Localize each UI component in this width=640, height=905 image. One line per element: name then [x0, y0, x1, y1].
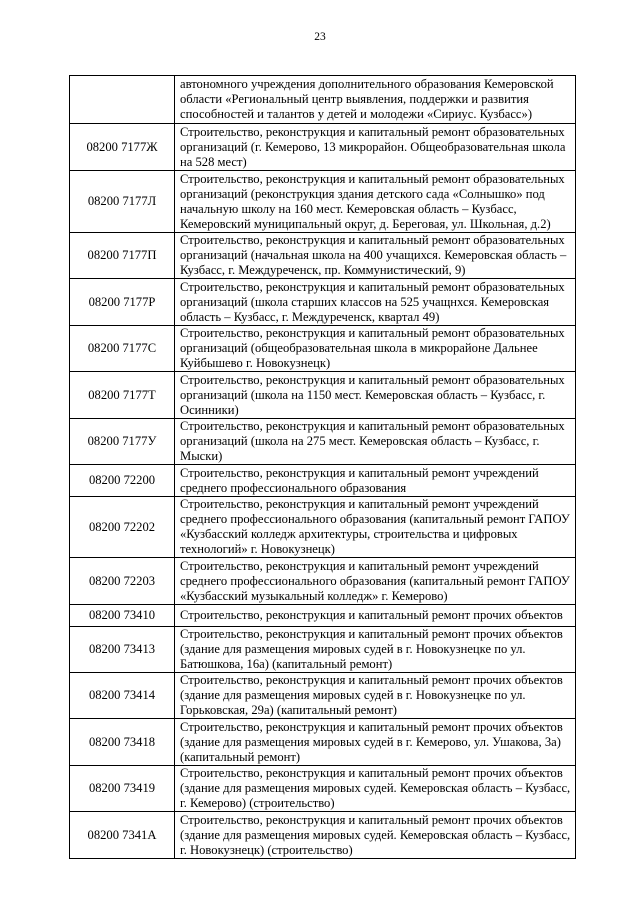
- code-cell: 08200 7177У: [70, 419, 175, 465]
- description-cell: автономного учреждения дополнительного образования Кемеровской области «Региональный центр выявления, поддержки и развития способностей и талантов у детей и молодежи «Сириус. Кузбасс»): [175, 76, 576, 124]
- code-cell: 08200 7341А: [70, 812, 175, 859]
- description-cell: Строительство, реконструкция и капитальный ремонт образовательных организаций (общеобразовательная школа в микрорайоне Дальнее Куйбышево г. Новокузнецк): [175, 326, 576, 372]
- table-row: [70, 419, 576, 465]
- description-cell: Строительство, реконструкция и капитальный ремонт образовательных организаций (реконструкция здания детского сада «Солнышко» под начальную школу на 160 мест. Кемеровская область – Кузбасс, Кемеровский муниципальный округ, д. Береговая, ул. Школьная, д.2): [175, 171, 576, 233]
- code-cell: 08200 7177П: [70, 233, 175, 279]
- code-cell: [70, 76, 175, 124]
- table-row: [70, 465, 576, 497]
- description-cell: Строительство, реконструкция и капитальный ремонт учреждений среднего профессионального образования (капитальный ремонт ГАПОУ «Кузбасский музыкальный колледж» г. Кемерово): [175, 558, 576, 605]
- table-row: [70, 605, 576, 627]
- description-cell: Строительство, реконструкция и капитальный ремонт учреждений среднего профессионального образования (капитальный ремонт ГАПОУ «Кузбасский колледж архитектуры, строительства и цифровых технологий» г. Новокузнецк): [175, 497, 576, 558]
- code-cell: 08200 7177Р: [70, 279, 175, 326]
- description-cell: Строительство, реконструкция и капитальный ремонт прочих объектов: [175, 605, 576, 627]
- table-row: [70, 326, 576, 372]
- description-cell: Строительство, реконструкция и капитальный ремонт прочих объектов (здание для размещения мировых судей в г. Кемерово, ул. Ушакова, 3а) (капитальный ремонт): [175, 719, 576, 766]
- table-row: [70, 673, 576, 719]
- description-cell: Строительство, реконструкция и капитальный ремонт прочих объектов (здание для размещения мировых судей. Кемеровская область – Кузбасс, г. Новокузнецк) (строительство): [175, 812, 576, 859]
- description-cell: Строительство, реконструкция и капитальный ремонт учреждений среднего профессионального образования: [175, 465, 576, 497]
- code-cell: 08200 7177С: [70, 326, 175, 372]
- code-cell: 08200 7177Л: [70, 171, 175, 233]
- table-row: [70, 812, 576, 859]
- description-cell: Строительство, реконструкция и капитальный ремонт образовательных организаций (школа на 275 мест. Кемеровская область – Кузбасс, г. Мыски): [175, 419, 576, 465]
- code-cell: 08200 73419: [70, 766, 175, 812]
- code-cell: 08200 72203: [70, 558, 175, 605]
- code-cell: 08200 73413: [70, 627, 175, 673]
- code-cell: 08200 72202: [70, 497, 175, 558]
- page-number: 23: [314, 31, 326, 43]
- table-row: [70, 76, 576, 124]
- table-row: [70, 171, 576, 233]
- table-row: [70, 279, 576, 326]
- table-row: [70, 372, 576, 419]
- table-row: [70, 627, 576, 673]
- table-row: [70, 719, 576, 766]
- description-cell: Строительство, реконструкция и капитальный ремонт прочих объектов (здание для размещения мировых судей в г. Новокузнецке по ул. Батюшкова, 16а) (капитальный ремонт): [175, 627, 576, 673]
- description-cell: Строительство, реконструкция и капитальный ремонт образовательных организаций (школа на 1150 мест. Кемеровская область – Кузбасс, г. Осинники): [175, 372, 576, 419]
- table-row: [70, 766, 576, 812]
- table-row: [70, 497, 576, 558]
- code-cell: 08200 72200: [70, 465, 175, 497]
- description-cell: Строительство, реконструкция и капитальный ремонт образовательных организаций (г. Кемерово, 13 микрорайон. Общеобразовательная школа на 528 мест): [175, 124, 576, 171]
- code-cell: 08200 7177Т: [70, 372, 175, 419]
- table-row: [70, 233, 576, 279]
- table-row: [70, 124, 576, 171]
- description-cell: Строительство, реконструкция и капитальный ремонт прочих объектов (здание для размещения мировых судей в г. Новокузнецке по ул. Горьковская, 29а) (капитальный ремонт): [175, 673, 576, 719]
- budget-classification-table: [69, 75, 576, 859]
- description-cell: Строительство, реконструкция и капитальный ремонт образовательных организаций (школа старших классов на 525 учащнхся. Кемеровская область – Кузбасс, г. Междуреченск, квартал 49): [175, 279, 576, 326]
- table-row: [70, 558, 576, 605]
- code-cell: 08200 7177Ж: [70, 124, 175, 171]
- code-cell: 08200 73414: [70, 673, 175, 719]
- description-cell: Строительство, реконструкция и капитальный ремонт образовательных организаций (начальная школа на 400 учащихся. Кемеровская область – Кузбасс, г. Междуреченск, пр. Коммунистический, 9): [175, 233, 576, 279]
- code-cell: 08200 73418: [70, 719, 175, 766]
- description-cell: Строительство, реконструкция и капитальный ремонт прочих объектов (здание для размещения мировых судей. Кемеровская область – Кузбасс, г. Кемерово) (строительство): [175, 766, 576, 812]
- code-cell: 08200 73410: [70, 605, 175, 627]
